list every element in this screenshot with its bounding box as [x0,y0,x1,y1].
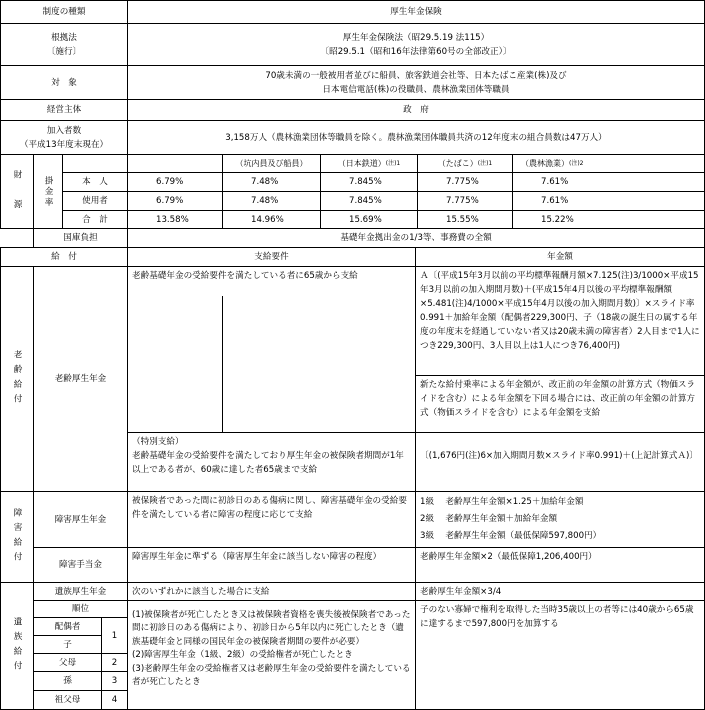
finance-row-self-label: 本 人 [62,172,128,192]
survivor-grandparents: 祖父母 [33,690,102,710]
survivors-amount: 老齢厚生年金額×3/4 [415,582,705,601]
benefits-header-requirement: 支給要件 [127,247,416,267]
rate-cell: 7.61% [512,191,705,211]
old-age-amount-note: 新たな給付乗率による年金額が、改正前の年金額の計算方式（物価スライドを含む）による年金額を下回る場合には、改正前の年金額の計算方式（物価スライドを含む）による年金額を支給 [415,375,705,433]
disability-grade-2: 2級 老齢厚生年金額＋加給年金額 [420,514,558,524]
old-age-pension-name: 老齢厚生年金 [33,266,128,492]
finance-row-employer-label: 使用者 [62,191,128,211]
survivor-parents: 父母 [33,653,102,672]
disability-allowance-requirement: 障害厚生年金に準ずる（障害厚生年金に該当しない障害の程度） [127,547,416,583]
survivor-rank-4: 4 [101,690,128,710]
rate-cell: 7.61% [512,172,705,192]
survivor-child: 子 [33,635,102,654]
rate-cell: 7.845% [320,191,418,211]
survivors-group-label: 遺族給付 [0,582,34,710]
disability-grade-3: 3級 老齢厚生年金額（最低保障597,800円） [420,531,602,541]
survivor-rank-2: 2 [101,653,128,672]
disability-pension-requirement: 被保険者であった間に初診日のある傷病に関し、障害基礎年金の受給要件を満たしている者に障害の程度に応じて支給 [127,491,416,548]
law-label: 根拠法 〔施行〕 [0,23,128,66]
benefits-header-label: 給 付 [0,247,128,267]
survivors-pension-name: 遺族厚生年金 [33,582,128,601]
finance-row-total-label: 合 計 [62,210,128,229]
benefits-header-amount: 年金額 [415,247,705,267]
old-age-amount: Ａ〔(平成15年3月以前の平均標準報酬月額×7.125(注)3/1000×平成15年3月以前の加入期間月数)＋(平成15年4月以後の平均標準報酬額×5.481(注)4/1000×平成15年4月以後の加入期間月数)〕×スライド率0.991＋加給年金額（配偶者229,300円、子（18歳の誕生日の属する年度の年度末を経過していない者又は20歳未満の障害者）2人目まで1人につき229,300円、3人目以上は1人につき76,400円) [415,266,705,376]
old-age-special-requirement: （特別支給） 老齢基礎年金の受給要件を満たしており厚生年金の被保険者期間が1年以上である者が、60歳に達した者65歳まで支給 [127,432,416,492]
subsidy-value: 基礎年金拠出金の1/3等、事務費の全額 [127,228,705,248]
note-1-marker: (注)1 [477,159,493,167]
finance-col-tobacco: （たばこ） (注)1 [417,154,513,173]
members-value: 3,158万人（農林漁業団体等職員を除く。農林漁業団体職員共済の12年度末の組合員数は47万人） [127,120,705,155]
finance-col-railway: （日本鉄道） (注)1 [320,154,418,173]
old-age-group-label: 老齢給付 [0,266,34,492]
rate-cell: 7.48% [222,191,321,211]
old-age-special-amount: 〔(1,676円(注)6×加入期間月数×スライド率0.991)＋(上記計算式Ａ)〕 [415,432,705,492]
finance-col-general [127,154,223,173]
disability-grade-1: 1級 老齢厚生年金額×1.25＋加給年金額 [420,497,584,507]
operator-value: 政 府 [127,99,705,121]
finance-group-label: 財 源 [0,154,34,229]
rate-cell: 15.55% [417,210,513,229]
subsidy-label: 国庫負担 [33,228,128,248]
rate-cell: 7.845% [320,172,418,192]
rate-cell: 15.22% [512,210,705,229]
disability-allowance-name: 障害手当金 [33,547,128,583]
law-value: 厚生年金保険法（昭29.5.19 法115） 〔昭29.5.1（昭和16年法律第60号の全部改正）〕 [127,23,705,66]
contribution-rate-label: 掛金率 [33,154,63,229]
rate-cell: 14.96% [222,210,321,229]
system-type-label: 制度の種類 [0,0,128,24]
operator-label: 経営主体 [0,99,128,121]
rate-cell: 7.775% [417,191,513,211]
rate-cell: 6.79% [127,191,223,211]
survivors-amount-note: 子のない寡婦で権利を取得した当時35歳以上の者等には40歳から65歳に達するまで597,800円を加算する [415,600,705,710]
note-1-marker: (注)1 [385,159,401,167]
rate-cell: 15.69% [320,210,418,229]
disability-group-label: 障害給付 [0,491,34,583]
rate-cell: 6.79% [127,172,223,192]
survivors-requirement-detail: (1)被保険者が死亡したとき又は被保険者資格を喪失後被保険者であった間に初診日のある傷病により、初診日から5年以内に死亡したとき（遺族基礎年金と同様の国民年金の被保険者期間の要件が必要） (2)障害厚生年金（1級、2級）の受給権者が死亡したとき (3)老齢厚生年金の受給権者又は老齢厚生年金の受給要件を満たしている者が死亡したとき [127,600,416,710]
members-label: 加入者数 （平成13年度末現在） [0,120,128,155]
survivors-order-label: 順位 [33,600,128,618]
disability-allowance-amount: 老齢厚生年金額×2（最低保障1,206,400円） [415,547,705,583]
old-age-requirement-text: 老齢基礎年金の受給要件を満たしている者に65歳から支給 [132,271,358,281]
system-type-value: 厚生年金保険 [127,0,705,24]
target-label: 対 象 [0,65,128,100]
survivor-spouse: 配偶者 [33,617,102,636]
target-value: 70歳未満の一般被用者並びに船員、旅客鉄道会社等、日本たばこ産業(株)及び 日本電信電話(株)の役職員、農林漁業団体等職員 [127,65,705,100]
finance-corner [62,154,128,173]
disability-pension-amount [415,491,705,548]
survivors-requirement-intro: 次のいずれかに該当した場合に支給 [127,582,416,601]
finance-col-mine-seamen: （坑内員及び船員） [222,154,321,173]
finance-col-agri: （農林漁業） (注)2 [512,154,705,173]
survivor-grandchild: 孫 [33,671,102,691]
rate-cell: 7.775% [417,172,513,192]
rate-cell: 13.58% [127,210,223,229]
disability-pension-name: 障害厚生年金 [33,491,128,548]
survivor-rank-3: 3 [101,671,128,691]
old-age-empty-grid [222,296,416,433]
note-2-marker: (注)2 [569,159,584,167]
rate-cell: 7.48% [222,172,321,192]
survivor-rank-1: 1 [101,617,128,654]
